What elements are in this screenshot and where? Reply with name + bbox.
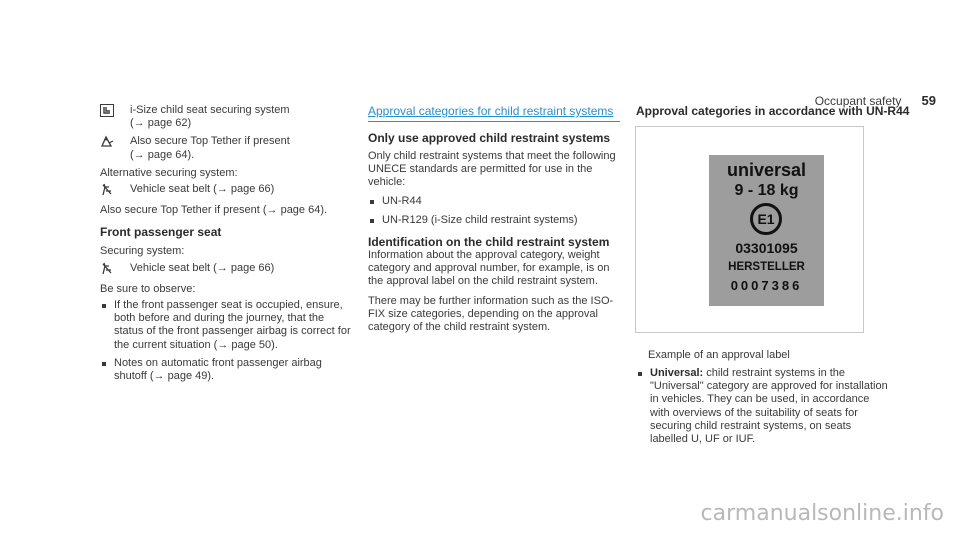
section-title: Occupant safety [814,94,902,108]
seat-belt-icon [100,262,114,275]
top-tether-row [100,135,352,161]
approval-label-figure [635,126,864,333]
belt-row-2 [100,262,352,275]
front-passenger-heading: Front passenger seat [100,225,222,240]
watermark: carmanualsonline.info [700,501,944,526]
only-use-heading: Only use approved child restraint systems [368,131,611,145]
isize-text-2: (→ page 62) [130,117,192,130]
list-item: UN-R44 [368,195,620,208]
be-sure-label: Be sure to observe: [100,282,196,295]
list-item: Notes on automatic front passenger airbag shutoff (→ page 49). [100,357,352,383]
standards-list [368,195,620,227]
list-item: UN-R129 (i-Size child restraint systems) [368,214,620,227]
isize-text-1: i-Size child seat securing system [130,104,290,116]
isize-seat-icon [100,104,114,117]
label-serial: 0007386 [730,278,803,293]
un-r44-heading: Approval categories in accordance with UN-R44 [636,104,910,118]
belt-row-1 [100,183,352,196]
label-weight: 9 - 18 kg [734,182,799,199]
column-left [100,104,352,383]
isize-row [100,104,352,130]
universal-text: child restraint systems in the "Universal" category are approved for installation in vehicles. They can be used, in accordance with overviews of the suitability of seats for securing child restraint systems, on seats labelled U, UF or IUF. [650,367,888,446]
title-underline [368,121,620,122]
securing-system-label: Securing system: [100,245,185,258]
only-use-text: Only child restraint systems that meet the following UNECE standards are permitted for use in the vehicle: [368,150,616,189]
label-manufacturer: HERSTELLER [728,261,805,273]
universal-term: Universal: [650,367,704,379]
top-tether-text-2: (→ page 64). [130,148,195,161]
label-approval-number: 03301095 [735,240,798,256]
belt-text-2: Vehicle seat belt (→ page 66) [130,261,275,274]
label-e-mark: E1 [750,203,782,235]
observe-list [100,299,352,383]
label-category: universal [726,160,807,180]
list-item [636,367,888,446]
column-middle [368,104,620,334]
top-tether-icon [100,135,114,148]
approval-label-plate [709,155,824,306]
identification-heading: Identification on the child restraint system [368,235,610,250]
section-title-link[interactable]: Approval categories for child restraint systems [368,104,614,118]
universal-list [636,367,888,446]
alt-system-label: Alternative securing system: [100,166,238,179]
belt-text-1: Vehicle seat belt (→ page 66) [130,183,275,196]
top-tether-text-1: Also secure Top Tether if present [130,135,290,148]
seat-belt-icon [100,183,114,196]
also-tether-text: Also secure Top Tether if present (→ page 64). [100,204,328,217]
list-item: If the front passenger seat is occupied, ensure, both before and during the journey, that the status of the front passenger airbag is correct for the current situation (→ page 50). [100,299,352,352]
page-number: 59 [921,93,936,108]
identification-text-1: Information about the approval category, weight category and approval number, for example, is on the approval label on the child restraint system. [368,249,610,288]
figure-caption: Example of an approval label [648,349,790,361]
identification-text-2: There may be further information such as the ISO-FIX size categories, depending on the approval category of the child restraint system. [368,294,614,334]
